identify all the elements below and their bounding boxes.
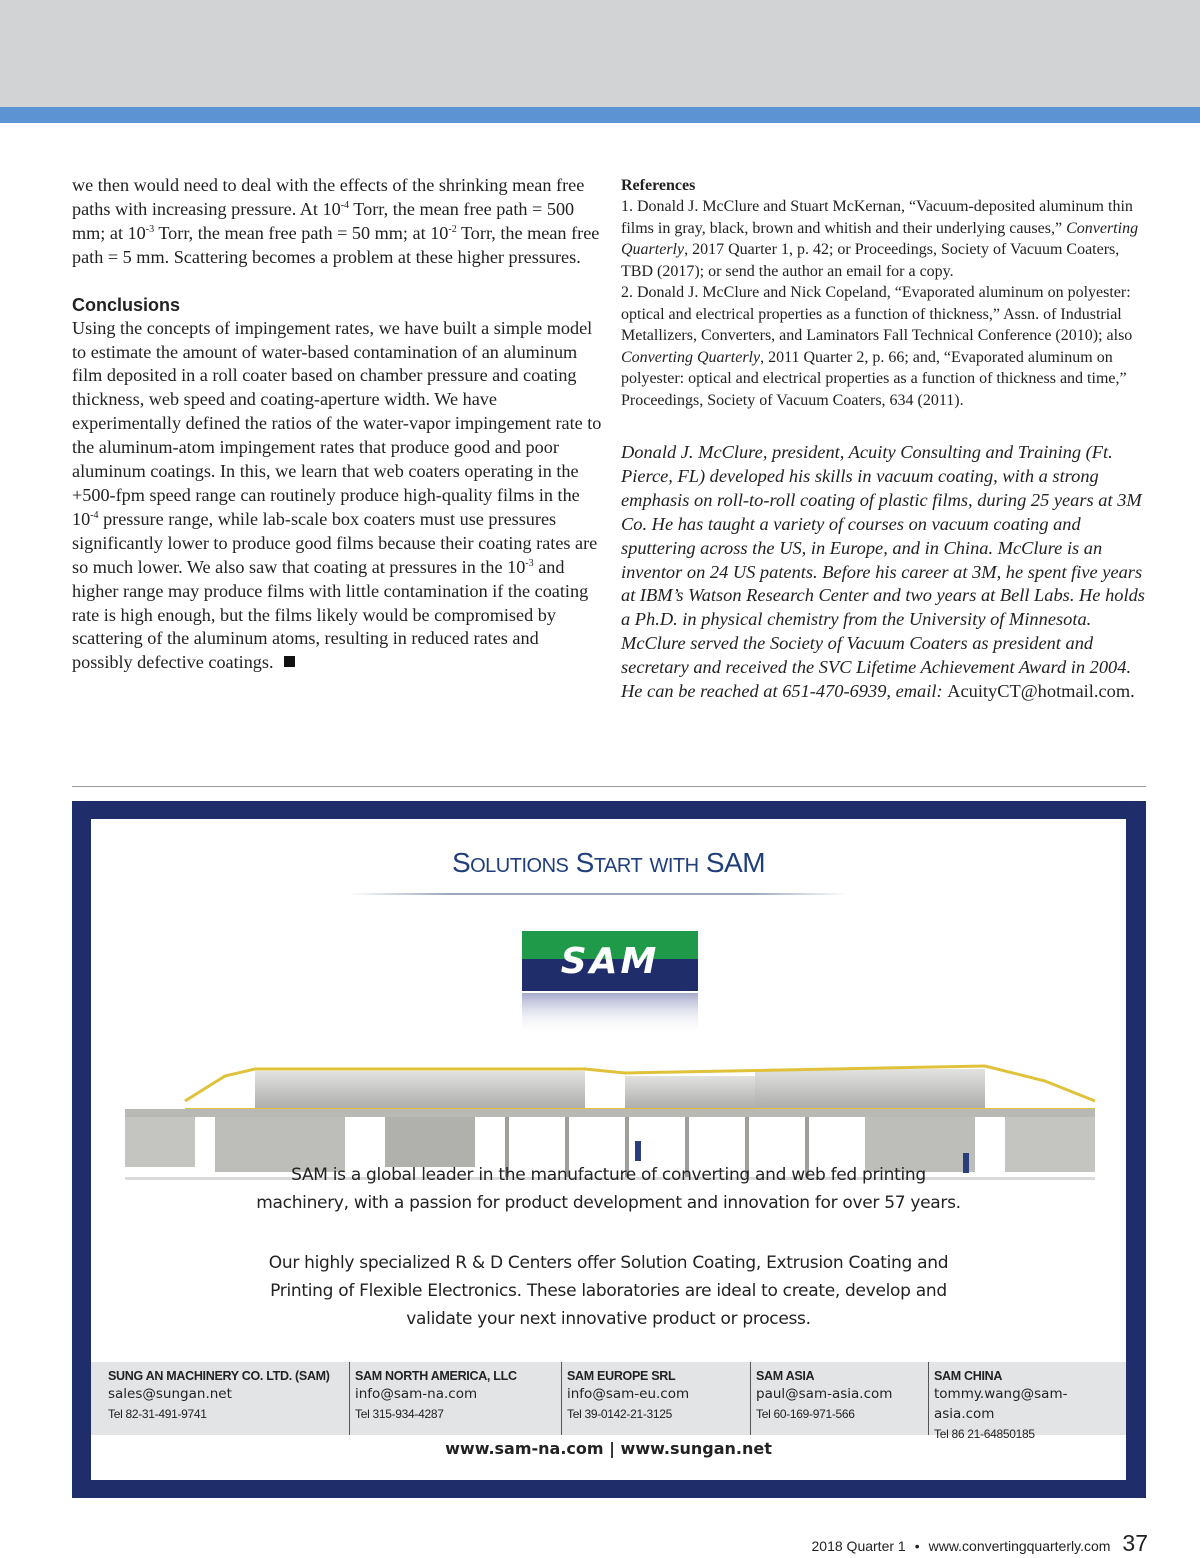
svg-text:SAM: SAM <box>560 941 660 982</box>
conclusions-paragraph: Using the concepts of impingement rates, we have built a simple model to estimate the amount of water-based contamination of an aluminum film deposited in a roll coater based on chamber pressure and coating thickness, web speed and coating-aperture width. We have experimentally defined the ratios of the water-vapor impingement rate to the aluminum-atom impingement rates that produce good and poor aluminum coatings. In this, we learn that web coaters operating in the +500-fpm speed range can routinely produce high-quality films in the $10^{-4}$ pressure range, while lab-scale box coaters must use pressures significantly lower to produce good films because their coating rates are so much lower. We also saw that coating at pressures in the $10^{-3}$ and higher range may produce films with little contamination if the coating rate is high enough, but the films likely would be compromised by scattering of the aluminum atoms, resulting in reduced rates and possibly defective coatings. <box>72 317 602 673</box>
contact-email[interactable]: info@sam-eu.com <box>567 1386 690 1402</box>
ad-rd-text: Our highly specialized R & D Centers offer Solution Coating, Extrusion Coating and Printing of Flexible Electronics. These laboratories are ideal to create, develop and validate your next innovative product or process. <box>268 1253 949 1329</box>
contact-china: SAM CHINA tommy.wang@sam-asia.com Tel 86 21-64850185 <box>928 1362 1126 1435</box>
sam-logo-reflection <box>522 993 698 1035</box>
contact-email[interactable]: paul@sam-asia.com <box>756 1386 893 1402</box>
contact-email[interactable]: tommy.wang@sam-asia.com <box>934 1386 1068 1422</box>
conclusions-heading: Conclusions <box>72 294 181 315</box>
page-footer <box>812 1530 1148 1557</box>
ad-headline-rule <box>349 893 849 895</box>
ad-website-links[interactable]: www.sam-na.com | www.sungan.net <box>445 1439 772 1458</box>
contact-north-america: SAM NORTH AMERICA, LLC info@sam-na.com Tel 315-934-4287 <box>349 1362 554 1435</box>
sam-advertisement <box>72 801 1146 1498</box>
page-number: 37 <box>1122 1530 1148 1556</box>
reference-item-1: 1. Donald J. McClure and Stuart McKernan, “Vacuum-deposited aluminum thin films in gray, black, brown and whitish and their underlying causes,” Converting Quarterly, 2017 Quarter 1, p. 42; or Proceedings, Society of Vacuum Coaters, TBD (2017); or send the author an email for a copy. <box>621 198 1139 280</box>
ad-panel <box>91 819 1126 1480</box>
reference-item-2: 2. Donald J. McClure and Nick Copeland, “Evaporated aluminum on polyester: optical and electrical properties as a function of thickness,” Assn. of Industrial Metallizers, Converters, and Laminators Fall Technical Conference (2010); also Converting Quarterly, 2011 Quarter 2, p. 66; and, “Evaporated aluminum on polyester: optical and electrical properties as a function of thickness and time,” Proceedings, Society of Vacuum Coaters, 634 (2011). <box>621 284 1133 409</box>
ad-contacts-bar <box>91 1362 1126 1441</box>
references-heading: References <box>621 177 696 194</box>
contact-email[interactable]: sales@sungan.net <box>108 1386 232 1402</box>
footer-issue: 2018 Quarter 1 <box>811 1538 906 1554</box>
author-email: AcuityCT@hotmail.com <box>947 681 1131 702</box>
left-column <box>72 174 602 675</box>
footer-bullet: • <box>914 1538 920 1554</box>
author-bio: Donald J. McClure, president, Acuity Consulting and Training (Ft. Pierce, FL) developed his skills in vacuum coating, with a strong emphasis on roll-to-roll coating of plastic films, during 25 years at 3M Co. He has taught a variety of courses on vacuum coating and sputtering across the US, in Europe, and in China. McClure is an inventor on 24 US patents. Before his career at 3M, he spent five years at IBM’s Watson Research Center and two years at Bell Labs. He holds a Ph.D. in physical chemistry from the University of Minnesota. McClure served the Society of Vacuum Coaters as president and secretary and received the SVC Lifetime Achievement Award in 2004. He can be reached at 651-470-6939, email: AcuityCT@hotmail.com. <box>621 442 1145 702</box>
body-paragraph-pressure: we then would need to deal with the effects of the shrinking mean free paths with increasing pressure. At $10^{-4}$ Torr, the mean free path = 500 mm; at $10^{-3}$ Torr, the mean free path = 50 mm; at $10^{-2}$ Torr, the mean free path = 5 mm. Scattering becomes a problem at these higher pressures. <box>72 175 600 267</box>
ad-headline: Solutions Start with SAM <box>451 847 766 878</box>
top-header-stripe <box>0 107 1200 123</box>
ad-intro-text: SAM is a global leader in the manufacture of converting and web fed printing machinery, with a passion for product development and innovation for over 57 years. <box>256 1165 961 1213</box>
section-divider <box>72 786 1146 787</box>
top-header-band <box>0 0 1200 107</box>
end-of-article-square-icon <box>284 656 295 667</box>
right-column <box>621 175 1151 704</box>
sam-logo <box>522 931 698 991</box>
contact-asia: SAM ASIA paul@sam-asia.com Tel 60-169-971-566 <box>750 1362 925 1435</box>
contact-email[interactable]: info@sam-na.com <box>355 1386 478 1402</box>
contact-sung-an: SUNG AN MACHINERY CO. LTD. (SAM) sales@sungan.net Tel 82-31-491-9741 <box>108 1362 343 1435</box>
contact-europe: SAM EUROPE SRL info@sam-eu.com Tel 39-0142-21-3125 <box>561 1362 746 1435</box>
footer-site[interactable]: www.convertingquarterly.com <box>928 1538 1111 1554</box>
